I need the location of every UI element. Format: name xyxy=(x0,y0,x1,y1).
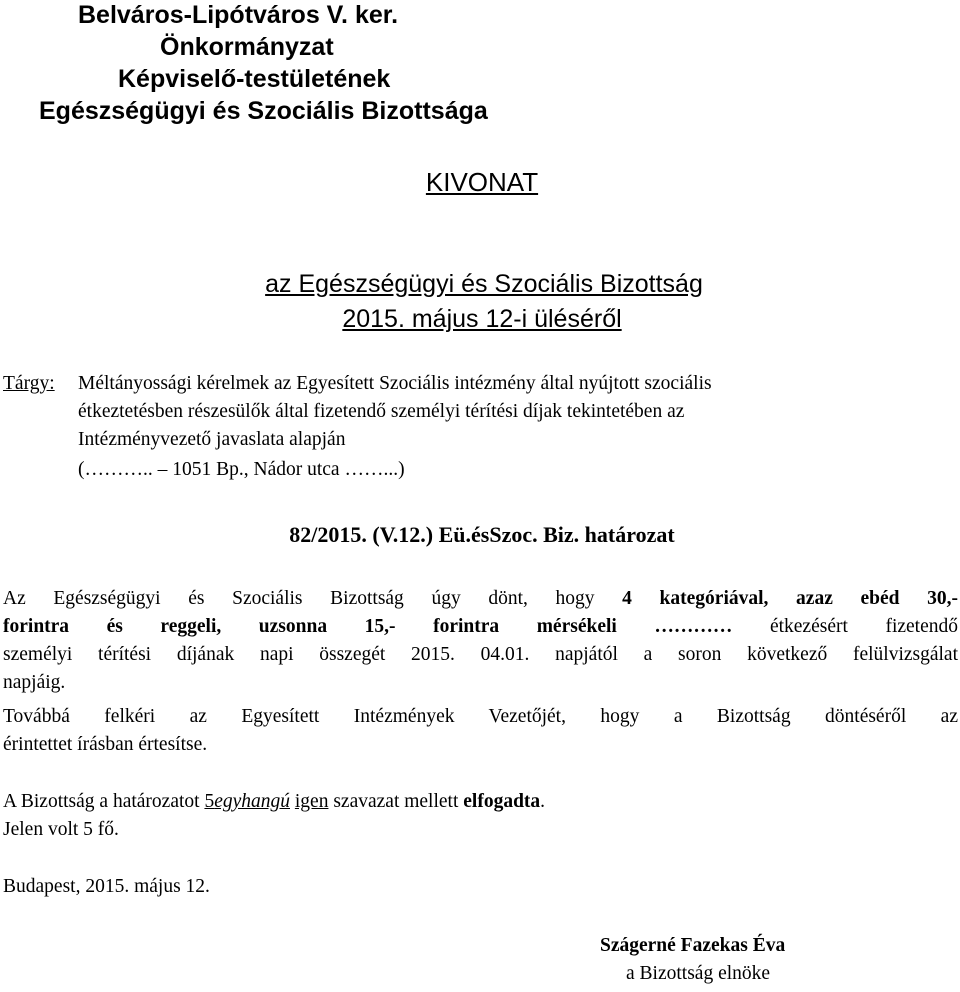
body-line-3: személyi térítési díjának napi összegét 2015. 04.01. napjától a soron következő felülvizsgálat xyxy=(3,644,958,665)
body-line-1 xyxy=(3,585,958,613)
header-line-council: Képviselő-testületének xyxy=(118,65,391,93)
signature-title: a Bizottság elnöke xyxy=(626,963,771,984)
vote-middle: szavazat mellett xyxy=(328,791,464,812)
signature-name: Szágerné Fazekas Éva xyxy=(600,935,786,956)
vote-line xyxy=(3,788,545,816)
vote-yes: igen xyxy=(294,791,329,812)
resolution-number: 82/2015. (V.12.) Eü.ésSzoc. Biz. határozat xyxy=(289,522,675,547)
subject-label: Tárgy: xyxy=(3,373,55,394)
body-line-4: napjáig. xyxy=(3,672,66,693)
vote-end: . xyxy=(540,791,546,812)
body-line-5: Továbbá felkéri az Egyesített Intézmények Vezetőjét, hogy a Bizottság döntéséről az xyxy=(3,706,958,727)
place-date: Budapest, 2015. május 12. xyxy=(3,876,210,897)
body-emphasis: 4 kategóriával, azaz ebéd 30,- xyxy=(622,588,958,609)
vote-unanimous: egyhangú xyxy=(214,791,290,812)
body-line-6: érintettet írásban értesítse. xyxy=(3,734,208,755)
subject-line-3: Intézményvezető javaslata alapján xyxy=(78,429,346,450)
vote-prefix: A Bizottság a határozatot xyxy=(3,791,205,812)
body-emphasis: forintra és reggeli, uzsonna 15,- forintra mérsékeli ………… xyxy=(3,616,733,637)
attendance-line: Jelen volt 5 fő. xyxy=(3,819,119,840)
session-line-2: 2015. május 12-i üléséről xyxy=(342,305,622,333)
subject-line-4: (……….. – 1051 Bp., Nádor utca ……...) xyxy=(78,459,405,480)
vote-result: elfogadta xyxy=(463,791,541,812)
header-line-district: Belváros-Lipótváros V. ker. xyxy=(78,1,399,29)
body-text: Az Egészségügyi és Szociális Bizottság úgy dönt, hogy xyxy=(3,588,623,609)
doc-title: KIVONAT xyxy=(425,167,539,197)
vote-count: 5 xyxy=(204,791,215,812)
header-line-municipality: Önkormányzat xyxy=(160,33,334,61)
subject-line-1: Méltányossági kérelmek az Egyesített Szociális intézmény által nyújtott szociális xyxy=(78,373,712,394)
session-line-1: az Egészségügyi és Szociális Bizottság xyxy=(265,270,703,298)
header-line-committee: Egészségügyi és Szociális Bizottsága xyxy=(39,97,488,125)
body-text: étkezésért fizetendő xyxy=(732,616,958,637)
body-line-2 xyxy=(3,613,958,641)
subject-line-2: étkeztetésben részesülők által fizetendő személyi térítési díjak tekintetében az xyxy=(78,401,685,422)
